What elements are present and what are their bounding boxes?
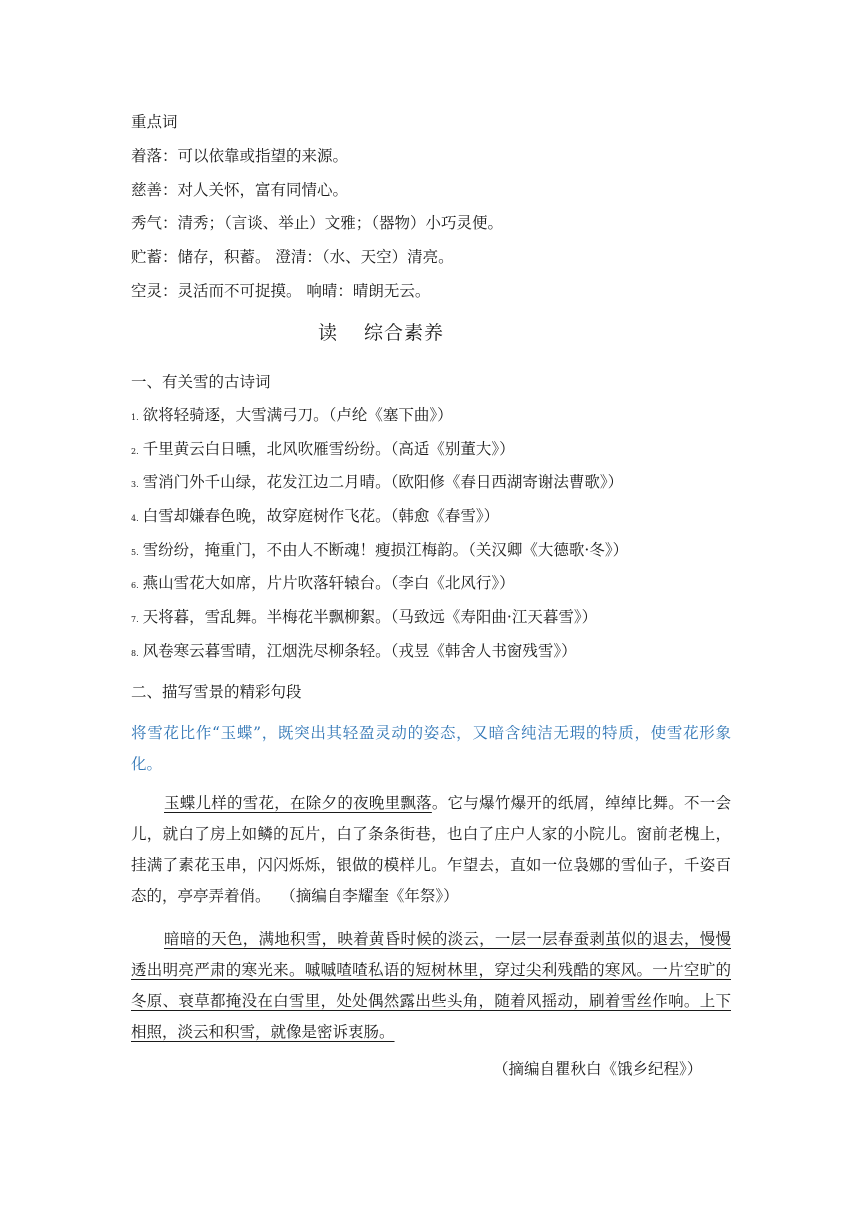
poem-item bbox=[131, 404, 453, 429]
passage-2-source: （摘编自瞿秋白《饿乡纪程》） bbox=[493, 1060, 703, 1078]
poem-item bbox=[131, 438, 515, 463]
poem-number: 7. bbox=[131, 615, 139, 624]
section-title-left: 读 bbox=[317, 322, 338, 344]
poem-text: 雪纷纷，掩重门，不由人不断魂！瘦损江梅韵。（关汉卿《大德歌·冬》） bbox=[142, 541, 629, 559]
poem-number: 4. bbox=[131, 514, 139, 523]
poem-item bbox=[131, 505, 499, 530]
passage-2: 暗暗的天色，满地积雪，映着黄昏时候的淡云，一层一层春蚕剥茧似的退去，慢慢透出明亮严肃的寒光来。嘁嘁喳喳私语的短树林里，穿过尖利残酷的寒风。一片空旷的冬原、衰草都掩没在白雪里，处处偶然露出些头角，随着风摇动，刷着雪丝作响。上下相照，淡云和积雪，就像是密诉衷肠。 bbox=[131, 930, 731, 1041]
poem-number: 8. bbox=[131, 649, 139, 658]
vocab-heading: 重点词 bbox=[131, 113, 178, 131]
vocab-item: 贮蓄：储存，积蓄。 澄清：（水、天空）清亮。 bbox=[131, 248, 454, 266]
poem-text: 千里黄云白日曛，北风吹雁雪纷纷。（高适《别董大》） bbox=[142, 440, 515, 458]
poem-text: 雪消门外千山绿，花发江边二月晴。（欧阳修《春日西湖寄谢法曹歌》） bbox=[142, 473, 624, 491]
poem-item bbox=[131, 471, 623, 496]
poem-item bbox=[131, 606, 597, 631]
passages-heading: 二、描写雪景的精彩句段 bbox=[131, 683, 302, 701]
poem-number: 5. bbox=[131, 548, 139, 557]
poem-number: 1. bbox=[131, 413, 139, 422]
passage-1-underlined: 玉蝶儿样的雪花，在除夕的夜晚里飘落 bbox=[164, 794, 432, 812]
vocab-item: 空灵：灵活而不可捉摸。 响晴：晴朗无云。 bbox=[131, 282, 431, 300]
section-title bbox=[131, 318, 631, 345]
passage-1-text: 。它与爆竹爆开的纸屑，绰绰比舞。不一会儿，就白了房上如鳞的瓦片，白了条条街巷，也白了庄户人家的小院儿。窗前老槐上，挂满了素花玉串，闪闪烁烁，银做的模样儿。乍望去，直如一位袅娜的雪仙子，千姿百态的，亭亭弄着俏。 （摘编自李耀奎《年祭》） bbox=[131, 794, 731, 905]
poem-number: 6. bbox=[131, 581, 139, 590]
poem-text: 风卷寒云暮雪晴，江烟洗尽柳条轻。（戎昱《韩舍人书窗残雪》） bbox=[142, 642, 577, 660]
poem-text: 欲将轻骑逐，大雪满弓刀。（卢纶《塞下曲》） bbox=[142, 406, 453, 424]
poem-number: 2. bbox=[131, 447, 139, 456]
vocab-item: 着落：可以依靠或指望的来源。 bbox=[131, 147, 349, 165]
poem-item bbox=[131, 640, 577, 665]
vocab-item: 秀气：清秀；（言谈、举止）文雅；（器物）小巧灵便。 bbox=[131, 214, 504, 232]
vocab-item: 慈善：对人关怀，富有同情心。 bbox=[131, 181, 349, 199]
poem-text: 白雪却嫌春色晚，故穿庭树作飞花。（韩愈《春雪》） bbox=[142, 507, 500, 525]
poem-item bbox=[131, 572, 515, 597]
poem-text: 天将暮，雪乱舞。半梅花半飘柳絮。（马致远《寿阳曲·江天暮雪》） bbox=[142, 608, 598, 626]
poem-text: 燕山雪花大如席，片片吹落轩辕台。（李白《北风行》） bbox=[142, 574, 515, 592]
poem-item bbox=[131, 539, 628, 564]
passage-1 bbox=[131, 788, 731, 912]
poem-number: 3. bbox=[131, 480, 139, 489]
section-title-right: 综合素养 bbox=[364, 322, 445, 344]
annotation-note: 将雪花比作“玉蝶”，既突出其轻盈灵动的姿态，又暗含纯洁无瑕的特质，使雪花形象化。 bbox=[131, 724, 731, 773]
poems-heading: 一、有关雪的古诗词 bbox=[131, 373, 271, 391]
